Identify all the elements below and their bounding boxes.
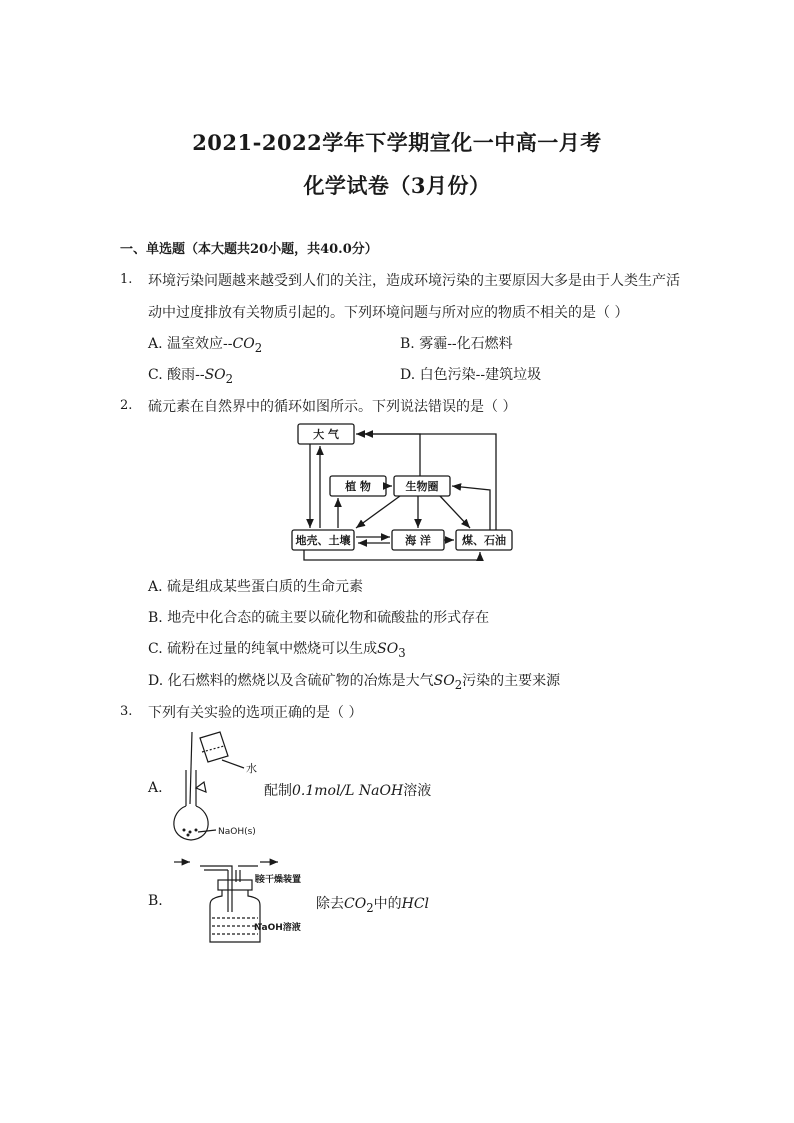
gas-washing-bottle-figure <box>170 852 310 946</box>
section-header: 一、单选题（本大题共20小题，共40.0分） <box>120 242 378 257</box>
exam-subtitle: 化学试卷（3月份） <box>303 173 491 198</box>
q3-option-b-letter: B. <box>148 893 163 909</box>
q1-option-b: B. 雾霾--化石燃料 <box>400 336 513 352</box>
label-water: 水 <box>246 762 257 775</box>
label-dryer: 接干燥装置 <box>256 875 302 885</box>
coal-label: 煤、石油 <box>462 534 506 547</box>
label-naoh-solid: NaOH(s) <box>218 827 256 837</box>
atmosphere-label: 大 气 <box>313 428 339 441</box>
exam-title: 2021-2022学年下学期宣化一中高一月考 <box>192 130 602 155</box>
q2-option-b: B. 地壳中化合态的硫主要以硫化物和硫酸盐的形式存在 <box>148 610 490 626</box>
crust-label: 地壳、土壤 <box>295 534 351 547</box>
q3-option-a-text: 配制0.1mol/L NaOH溶液 <box>264 783 432 799</box>
q1-stem-line1: 环境污染问题越来越受到人们的关注，造成环境污染的主要原因大多是由于人类生产活 <box>148 273 680 289</box>
biosphere-label: 生物圈 <box>405 480 439 493</box>
sulfur-cycle-diagram <box>280 420 520 566</box>
plant-label: 植 物 <box>345 480 371 493</box>
q3-number: 3. <box>120 704 133 719</box>
volumetric-flask-figure <box>160 730 270 842</box>
flask-body <box>174 806 208 840</box>
q2-number: 2. <box>120 398 133 413</box>
q1-stem-line2: 动中过度排放有关物质引起的。下列环境问题与所对应的物质不相关的是（ ） <box>148 305 629 321</box>
beaker <box>200 732 228 762</box>
q3-option-b-text: 除去$CO_2$中的HCl <box>316 896 430 915</box>
label-naoh-solution: NaOH溶液 <box>254 923 301 933</box>
q1-option-d: D. 白色污染--建筑垃圾 <box>400 367 542 383</box>
q1-number: 1. <box>120 272 133 287</box>
glass-rod <box>190 732 192 804</box>
ocean-label: 海 洋 <box>405 534 431 547</box>
q1-option-a: A. 温室效应$--CO_2$ <box>148 336 263 355</box>
q1-option-c: C. 酸雨$--SO_2$ <box>148 367 234 386</box>
q2-option-c: C. 硫粉在过量的纯氧中燃烧可以生成$SO_3$ <box>148 641 406 660</box>
q2-stem: 硫元素在自然界中的循环如图所示。下列说法错误的是（ ） <box>148 399 517 415</box>
q3-stem: 下列有关实验的选项正确的是（ ） <box>148 705 363 721</box>
q2-option-d: D. 化石燃料的燃烧以及含硫矿物的冶炼是大气$SO_2$污染的主要来源 <box>148 673 561 692</box>
q2-option-a: A. 硫是组成某些蛋白质的生命元素 <box>148 579 364 595</box>
q3-option-a-letter: A. <box>148 780 163 796</box>
